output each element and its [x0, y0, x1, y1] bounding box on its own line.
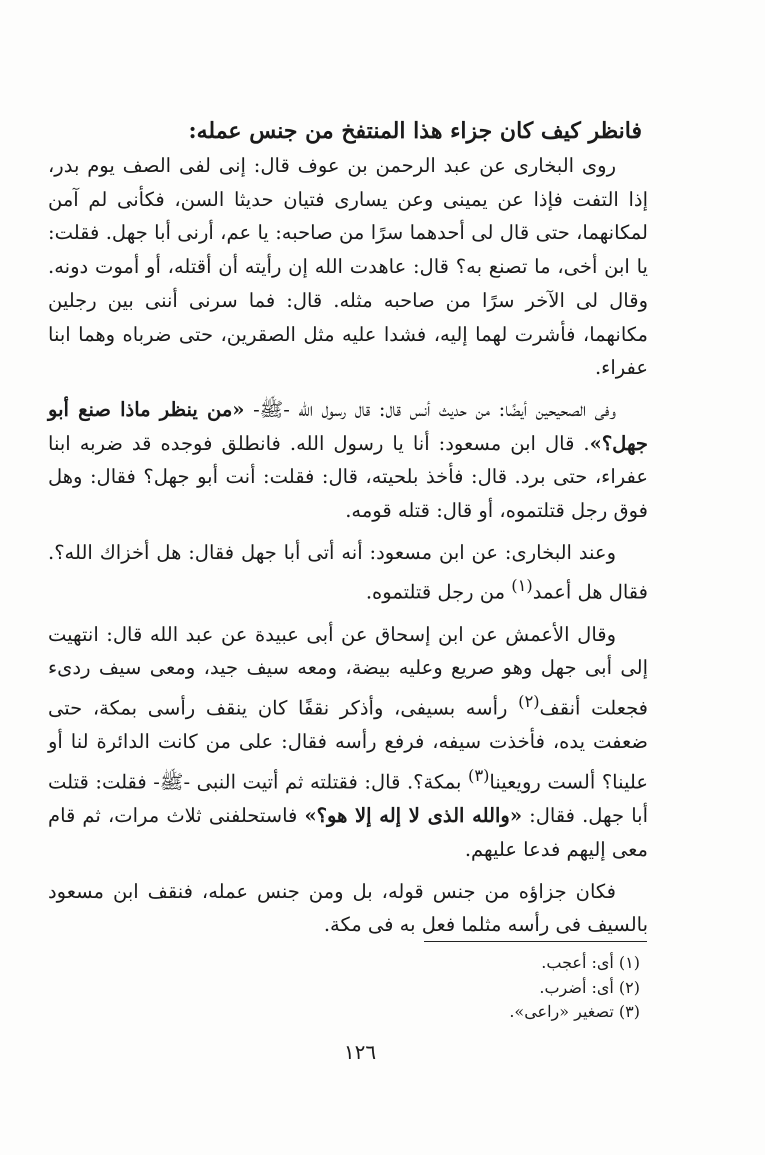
footnote-1: (١) أى: أعجب.: [541, 953, 640, 972]
paragraph-2-text-a: وفى الصحيحين أيضًا: من حديث أنس قال: قال رسول الله -ﷺ-: [253, 397, 616, 421]
paragraph-2: [48, 393, 648, 528]
footnote-ref-3: (٣): [468, 765, 490, 785]
paragraph-4-quote: «والله الذى لا إله إلا هو؟»: [304, 804, 523, 828]
paragraph-4-text-a: وقال الأعمش عن ابن إسحاق عن أبى عبيدة عن عبد الله قال: انتهيت إلى أبى جهل وهو صريع وعليه بيضة، ومعه سيف جيد، ومعى سيف ردىء فجعلت أنقف: [48, 622, 649, 720]
paragraph-1: [48, 149, 648, 385]
paragraph-4: [48, 618, 648, 867]
paragraph-1-text: روى البخارى عن عبد الرحمن بن عوف قال: إنى لفى الصف يوم بدر، إذا التفت فإذا عن يمينى وعن يسارى فتيان حديثا السن، فكأنى لم آمن لمكانهما، حتى قال لى أحدهما سرًا من صاحبه: يا عم، أرنى أبا جهل. فقلت: يا ابن أخى، ما تصنع به؟ قال: عاهدت الله إن رأيته أن أقتله، أو أموت دونه. وقال لى الآخر سرًا من صاحبه مثله. قال: فما سرنى أننى بين رجلين مكانهما، فأشرت لهما إليه، فشدا عليه مثل الصقرين، حتى ضرباه وهما ابنا عفراء.: [48, 154, 648, 380]
paragraph-3-text-b: من رجل قتلتموه.: [365, 580, 512, 604]
paragraph-4-text-c: بمكة؟. قال: فقتلته ثم أتيت النبى -ﷺ- فقلت: قتلت أبا جهل. فقال:: [48, 770, 648, 828]
footnote-3: (٣) تصغير «راعى».: [509, 1002, 640, 1021]
main-text: [48, 113, 648, 950]
section-heading: فانظر كيف كان جزاء هذا المنتفخ من جنس عمله:: [188, 118, 642, 144]
footnote-ref-2: (٢): [518, 692, 540, 712]
paragraph-5: [48, 875, 648, 942]
paragraph-3: [48, 536, 648, 610]
paragraph-5-text: فكان جزاؤه من جنس قوله، بل ومن جنس عمله، فنقف ابن مسعود بالسيف فى رأسه مثلما فعل به فى مكة.: [48, 879, 648, 937]
paragraph-2-text-b: . قال ابن مسعود: أنا يا رسول الله. فانطلق فوجده قد ضربه ابنا عفراء، حتى برد. قال: فأخذ بلحيته، قال: فقلت: أنت أبو جهل؟ فقال: وهل فوق رجل قتلتموه، أو قال: قتله قومه.: [48, 431, 648, 523]
footnote-ref-1: (١): [511, 576, 533, 596]
paragraph-3-text-a: وعند البخارى: عن ابن مسعود: أنه أتى أبا جهل فقال: هل أخزاك الله؟. فقال هل أعمد: [48, 540, 648, 604]
paragraph-2-quote: «من ينظر ماذا صنع أبو جهل؟»: [48, 397, 648, 455]
footnotes: [300, 951, 640, 1025]
paragraph-4-text-b: رأسه بسيفى، وأذكر نقفًا كان ينقف رأسى بمكة، حتى ضعفت يده، فأخذت سيفه، فرفع رأسه فقال: على من كانت الدائرة لنا أو علينا؟ ألست رويعينا: [48, 696, 648, 794]
footnote-2: (٢) أى: أضرب.: [539, 977, 640, 997]
page-number: ١٢٦: [343, 1040, 377, 1064]
footnote-separator: [424, 941, 647, 942]
paragraph-4-text-d: فاستحلفنى ثلاث مرات، ثم قام معى إليهم فدعا عليهم.: [48, 804, 648, 861]
